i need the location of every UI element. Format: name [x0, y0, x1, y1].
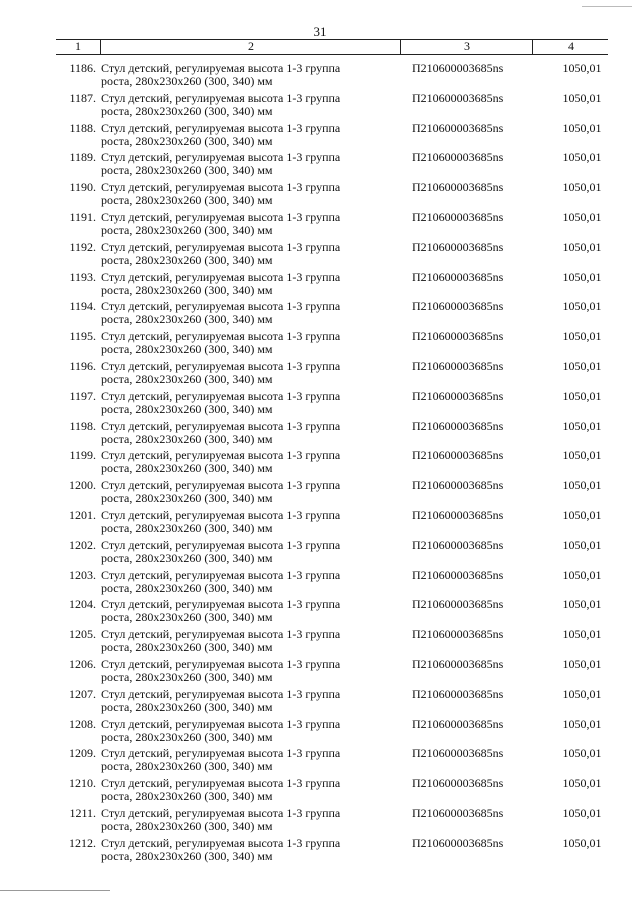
- row-code: П210600003685ns: [412, 299, 504, 314]
- row-code: П210600003685ns: [412, 418, 504, 433]
- row-description-line-1: Стул детский, регулируемая высота 1-3 группа: [101, 209, 341, 224]
- row-number: 1196.: [69, 358, 96, 373]
- row-description-line-1: Стул детский, регулируемая высота 1-3 группа: [101, 627, 341, 642]
- row-number: 1200.: [69, 478, 96, 493]
- row-price: 1050,01: [562, 597, 602, 612]
- table-row: [56, 122, 616, 152]
- row-description: [101, 449, 401, 475]
- row-description-line-2: роста, 280x230x260 (300, 340) мм: [101, 610, 273, 625]
- row-description-line-2: роста, 280x230x260 (300, 340) мм: [101, 848, 273, 863]
- row-price: 1050,01: [562, 61, 602, 75]
- row-number: 1191.: [69, 209, 96, 224]
- row-description-line-2: роста, 280x230x260 (300, 340) мм: [101, 401, 273, 416]
- row-code: П210600003685ns: [412, 776, 504, 791]
- row-number: 1199.: [69, 448, 96, 463]
- header-col-3: 3: [400, 40, 533, 54]
- row-price: 1050,01: [562, 776, 602, 791]
- row-code: П210600003685ns: [412, 239, 504, 254]
- row-price: 1050,01: [562, 537, 602, 552]
- row-description-line-2: роста, 280x230x260 (300, 340) мм: [101, 759, 273, 774]
- row-description: [101, 92, 401, 118]
- row-number: 1212.: [69, 835, 96, 850]
- row-description: [101, 688, 401, 714]
- row-price: 1050,01: [562, 209, 602, 224]
- row-description-line-2: роста, 280x230x260 (300, 340) мм: [101, 729, 273, 744]
- row-description-line-2: роста, 280x230x260 (300, 340) мм: [101, 103, 273, 118]
- row-code: П210600003685ns: [412, 120, 504, 135]
- row-code: П210600003685ns: [412, 180, 504, 195]
- row-code: П210600003685ns: [412, 90, 504, 105]
- table-row: [56, 449, 616, 479]
- row-number: 1211.: [69, 805, 96, 820]
- row-number: 1194.: [69, 299, 96, 314]
- row-description: [101, 271, 401, 297]
- row-description-line-1: Стул детский, регулируемая высота 1-3 группа: [101, 716, 341, 731]
- row-number: 1205.: [69, 627, 96, 642]
- row-code: П210600003685ns: [412, 329, 504, 344]
- row-price: 1050,01: [562, 835, 602, 850]
- row-number: 1210.: [69, 776, 96, 791]
- row-price: 1050,01: [562, 388, 602, 403]
- row-number: 1201.: [69, 507, 96, 522]
- table-row: [56, 658, 616, 688]
- table-row: [56, 211, 616, 241]
- row-number: 1209.: [69, 746, 96, 761]
- row-price: 1050,01: [562, 358, 602, 373]
- header-col-1: 1: [75, 39, 81, 53]
- header-col-4: 4: [532, 40, 609, 54]
- row-number: 1186.: [69, 61, 96, 75]
- row-code: П210600003685ns: [412, 567, 504, 582]
- row-description: [101, 747, 401, 773]
- row-number: 1188.: [69, 120, 96, 135]
- row-price: 1050,01: [562, 716, 602, 731]
- row-description-line-1: Стул детский, регулируемая высота 1-3 группа: [101, 329, 341, 344]
- row-description-line-1: Стул детский, регулируемая высота 1-3 группа: [101, 180, 341, 195]
- row-code: П210600003685ns: [412, 269, 504, 284]
- row-price: 1050,01: [562, 686, 602, 701]
- row-description-line-1: Стул детский, регулируемая высота 1-3 группа: [101, 150, 341, 165]
- row-description: [101, 151, 401, 177]
- row-description: [101, 181, 401, 207]
- row-description-line-1: Стул детский, регулируемая высота 1-3 группа: [101, 90, 341, 105]
- row-number: 1187.: [69, 90, 96, 105]
- row-description-line-2: роста, 280x230x260 (300, 340) мм: [101, 461, 273, 476]
- table-header: [56, 39, 608, 55]
- row-number: 1197.: [69, 388, 96, 403]
- row-price: 1050,01: [562, 656, 602, 671]
- row-description: [101, 390, 401, 416]
- row-description: [101, 628, 401, 654]
- row-description-line-2: роста, 280x230x260 (300, 340) мм: [101, 520, 273, 535]
- row-description-line-1: Стул детский, регулируемая высота 1-3 группа: [101, 358, 341, 373]
- row-number: 1193.: [69, 269, 96, 284]
- row-code: П210600003685ns: [412, 805, 504, 820]
- row-description-line-1: Стул детский, регулируемая высота 1-3 группа: [101, 448, 341, 463]
- row-description-line-2: роста, 280x230x260 (300, 340) мм: [101, 74, 273, 88]
- row-number: 1207.: [69, 686, 96, 701]
- row-price: 1050,01: [562, 627, 602, 642]
- corner-mark: [582, 6, 632, 7]
- row-number: 1195.: [69, 329, 96, 344]
- row-price: 1050,01: [562, 329, 602, 344]
- row-number: 1202.: [69, 537, 96, 552]
- table-row: [56, 628, 616, 658]
- row-code: П210600003685ns: [412, 388, 504, 403]
- row-description-line-2: роста, 280x230x260 (300, 340) мм: [101, 312, 273, 327]
- row-code: П210600003685ns: [412, 746, 504, 761]
- table-row: [56, 360, 616, 390]
- row-price: 1050,01: [562, 239, 602, 254]
- bottom-rule: [0, 890, 110, 891]
- row-description-line-1: Стул детский, регулируемая высота 1-3 группа: [101, 597, 341, 612]
- row-price: 1050,01: [562, 120, 602, 135]
- header-col-2: 2: [100, 40, 401, 54]
- row-code: П210600003685ns: [412, 448, 504, 463]
- row-description-line-1: Стул детский, регулируемая высота 1-3 группа: [101, 835, 341, 850]
- row-description-line-2: роста, 280x230x260 (300, 340) мм: [101, 282, 273, 297]
- row-description: [101, 539, 401, 565]
- row-price: 1050,01: [562, 746, 602, 761]
- table-row: [56, 509, 616, 539]
- row-number: 1189.: [69, 150, 96, 165]
- row-price: 1050,01: [562, 90, 602, 105]
- row-description-line-2: роста, 280x230x260 (300, 340) мм: [101, 550, 273, 565]
- row-price: 1050,01: [562, 567, 602, 582]
- row-description-line-2: роста, 280x230x260 (300, 340) мм: [101, 342, 273, 357]
- row-price: 1050,01: [562, 299, 602, 314]
- row-description-line-1: Стул детский, регулируемая высота 1-3 группа: [101, 388, 341, 403]
- row-code: П210600003685ns: [412, 835, 504, 850]
- row-code: П210600003685ns: [412, 627, 504, 642]
- row-description-line-1: Стул детский, регулируемая высота 1-3 группа: [101, 537, 341, 552]
- table-row: [56, 181, 616, 211]
- row-code: П210600003685ns: [412, 478, 504, 493]
- table-row: [56, 569, 616, 599]
- row-description: [101, 211, 401, 237]
- row-description-line-1: Стул детский, регулируемая высота 1-3 группа: [101, 776, 341, 791]
- row-code: П210600003685ns: [412, 61, 504, 75]
- row-description: [101, 718, 401, 744]
- table-row: [56, 300, 616, 330]
- table-row: [56, 718, 616, 748]
- table-row: [56, 777, 616, 807]
- row-code: П210600003685ns: [412, 656, 504, 671]
- row-description: [101, 62, 401, 88]
- row-number: 1206.: [69, 656, 96, 671]
- row-description: [101, 122, 401, 148]
- table-row: [56, 837, 616, 867]
- row-code: П210600003685ns: [412, 507, 504, 522]
- row-price: 1050,01: [562, 180, 602, 195]
- row-description-line-2: роста, 280x230x260 (300, 340) мм: [101, 580, 273, 595]
- row-description-line-1: Стул детский, регулируемая высота 1-3 группа: [101, 418, 341, 433]
- row-description-line-2: роста, 280x230x260 (300, 340) мм: [101, 222, 273, 237]
- row-description-line-1: Стул детский, регулируемая высота 1-3 группа: [101, 656, 341, 671]
- row-description-line-2: роста, 280x230x260 (300, 340) мм: [101, 491, 273, 506]
- row-code: П210600003685ns: [412, 537, 504, 552]
- row-description-line-1: Стул детский, регулируемая высота 1-3 группа: [101, 507, 341, 522]
- row-description: [101, 241, 401, 267]
- row-code: П210600003685ns: [412, 358, 504, 373]
- row-code: П210600003685ns: [412, 150, 504, 165]
- row-description: [101, 837, 401, 863]
- row-price: 1050,01: [562, 805, 602, 820]
- row-price: 1050,01: [562, 150, 602, 165]
- row-price: 1050,01: [562, 448, 602, 463]
- row-description-line-1: Стул детский, регулируемая высота 1-3 группа: [101, 120, 341, 135]
- row-description-line-2: роста, 280x230x260 (300, 340) мм: [101, 669, 273, 684]
- row-description-line-1: Стул детский, регулируемая высота 1-3 группа: [101, 805, 341, 820]
- row-description-line-1: Стул детский, регулируемая высота 1-3 группа: [101, 746, 341, 761]
- row-code: П210600003685ns: [412, 686, 504, 701]
- row-description-line-1: Стул детский, регулируемая высота 1-3 группа: [101, 686, 341, 701]
- table-row: [56, 330, 616, 360]
- row-price: 1050,01: [562, 269, 602, 284]
- table-row: [56, 241, 616, 271]
- row-description: [101, 479, 401, 505]
- table-row: [56, 807, 616, 837]
- row-code: П210600003685ns: [412, 597, 504, 612]
- row-price: 1050,01: [562, 507, 602, 522]
- row-number: 1198.: [69, 418, 96, 433]
- row-number: 1192.: [69, 239, 96, 254]
- table-row: [56, 539, 616, 569]
- table-row: [56, 598, 616, 628]
- table-row: [56, 420, 616, 450]
- row-description: [101, 598, 401, 624]
- row-code: П210600003685ns: [412, 209, 504, 224]
- row-description-line-1: Стул детский, регулируемая высота 1-3 группа: [101, 567, 341, 582]
- row-description: [101, 360, 401, 386]
- row-description-line-1: Стул детский, регулируемая высота 1-3 группа: [101, 299, 341, 314]
- row-description-line-1: Стул детский, регулируемая высота 1-3 группа: [101, 478, 341, 493]
- row-description-line-2: роста, 280x230x260 (300, 340) мм: [101, 699, 273, 714]
- row-number: 1190.: [69, 180, 96, 195]
- row-number: 1204.: [69, 597, 96, 612]
- row-description: [101, 777, 401, 803]
- row-description-line-2: роста, 280x230x260 (300, 340) мм: [101, 640, 273, 655]
- row-number: 1203.: [69, 567, 96, 582]
- row-description-line-2: роста, 280x230x260 (300, 340) мм: [101, 431, 273, 446]
- row-number: 1208.: [69, 716, 96, 731]
- table-row: [56, 92, 616, 122]
- row-description: [101, 569, 401, 595]
- table-row: [56, 479, 616, 509]
- row-description-line-2: роста, 280x230x260 (300, 340) мм: [101, 163, 273, 178]
- row-description-line-2: роста, 280x230x260 (300, 340) мм: [101, 252, 273, 267]
- row-description-line-2: роста, 280x230x260 (300, 340) мм: [101, 193, 273, 208]
- row-code: П210600003685ns: [412, 716, 504, 731]
- page-number: 31: [313, 24, 327, 39]
- table-row: [56, 688, 616, 718]
- row-description-line-1: Стул детский, регулируемая высота 1-3 группа: [101, 61, 341, 75]
- table-row: [56, 151, 616, 181]
- row-description: [101, 509, 401, 535]
- row-description-line-2: роста, 280x230x260 (300, 340) мм: [101, 789, 273, 804]
- row-description: [101, 658, 401, 684]
- row-description: [101, 300, 401, 326]
- row-description: [101, 807, 401, 833]
- table-row: [56, 62, 616, 92]
- row-description: [101, 330, 401, 356]
- row-description-line-2: роста, 280x230x260 (300, 340) мм: [101, 371, 273, 386]
- row-price: 1050,01: [562, 478, 602, 493]
- table-row: [56, 271, 616, 301]
- row-description-line-2: роста, 280x230x260 (300, 340) мм: [101, 818, 273, 833]
- row-description-line-2: роста, 280x230x260 (300, 340) мм: [101, 133, 273, 148]
- table-row: [56, 747, 616, 777]
- row-description-line-1: Стул детский, регулируемая высота 1-3 группа: [101, 239, 341, 254]
- table-body: [56, 62, 616, 867]
- row-description-line-1: Стул детский, регулируемая высота 1-3 группа: [101, 269, 341, 284]
- row-description: [101, 420, 401, 446]
- table-row: [56, 390, 616, 420]
- row-price: 1050,01: [562, 418, 602, 433]
